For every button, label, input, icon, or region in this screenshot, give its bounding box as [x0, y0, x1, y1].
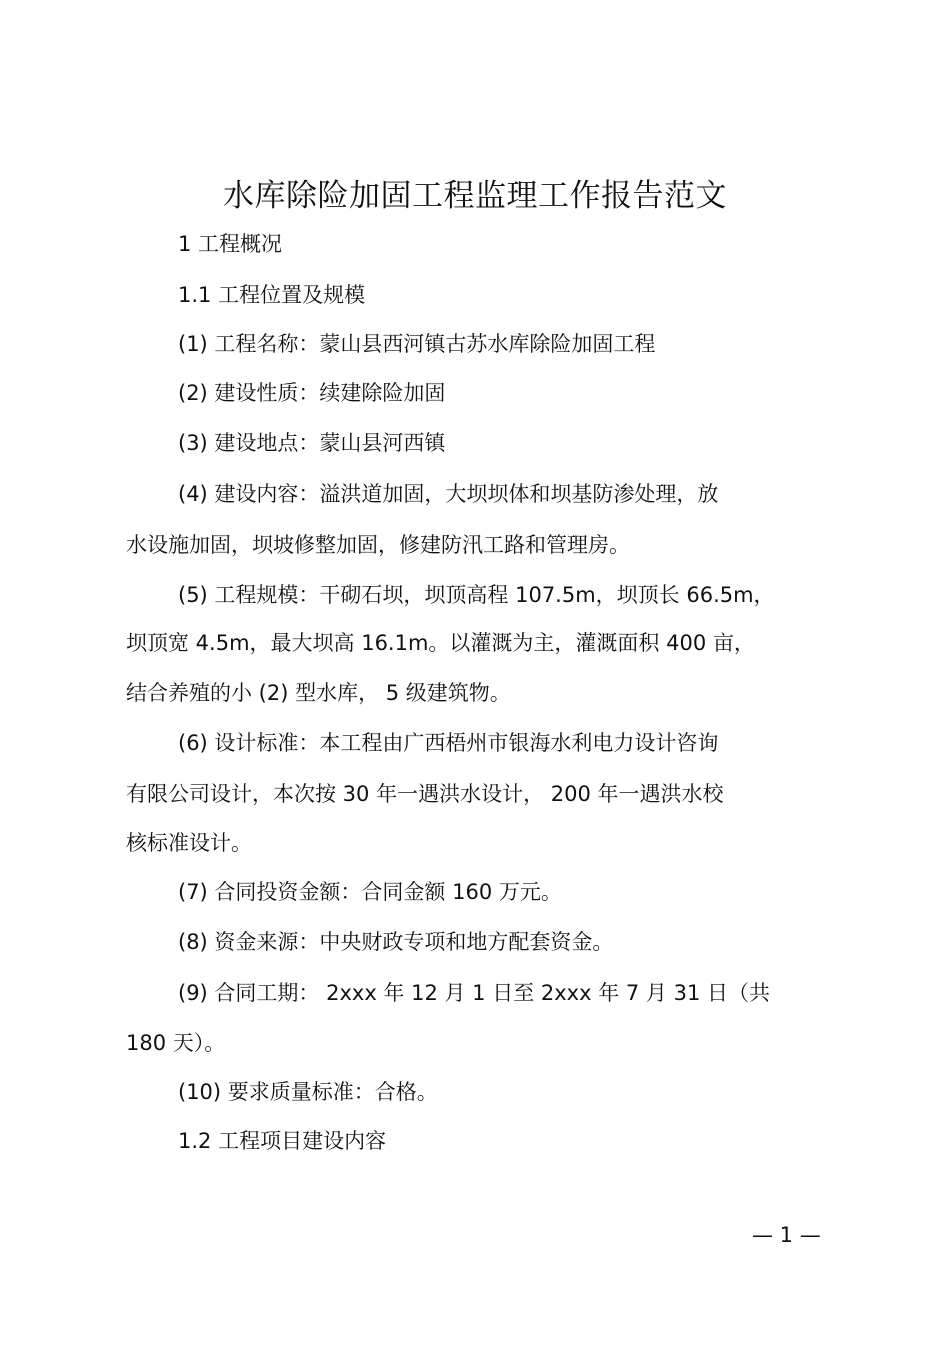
subsection-heading-1-2: 1.2 工程项目建设内容: [178, 1129, 387, 1153]
item-project-scale-cont-2: 结合养殖的小 (2) 型水库， 5 级建筑物。: [126, 681, 511, 705]
section-heading-1: 1 工程概况: [178, 232, 283, 256]
item-contract-period: (9) 合同工期： 2xxx 年 12 月 1 日至 2xxx 年 7 月 31 日（共: [178, 981, 770, 1005]
subsection-heading-1-1: 1.1 工程位置及规模: [178, 283, 366, 307]
item-funding-source: (8) 资金来源：中央财政专项和地方配套资金。: [178, 930, 614, 954]
item-construction-site: (3) 建设地点：蒙山县河西镇: [178, 431, 446, 455]
item-design-standard-cont-1: 有限公司设计，本次按 30 年一遇洪水设计， 200 年一遇洪水校: [126, 782, 724, 806]
item-project-scale-cont-1: 坝顶宽 4.5m，最大坝高 16.1m。以灌溉为主，灌溉面积 400 亩，: [126, 631, 755, 655]
page-number: — 1 —: [752, 1223, 821, 1247]
item-design-standard: (6) 设计标准：本工程由广西梧州市银海水利电力设计咨询: [178, 731, 719, 755]
item-construction-content: (4) 建设内容：溢洪道加固，大坝坝体和坝基防渗处理，放: [178, 482, 719, 506]
item-contract-amount: (7) 合同投资金额：合同金额 160 万元。: [178, 880, 562, 904]
item-quality-standard: (10) 要求质量标准：合格。: [178, 1080, 438, 1104]
item-construction-content-cont: 水设施加固，坝坡修整加固，修建防汛工路和管理房。: [126, 533, 630, 557]
item-design-standard-cont-2: 核标准设计。: [126, 831, 252, 855]
document-title: 水库除险加固工程监理工作报告范文: [223, 178, 727, 214]
item-project-name: (1) 工程名称：蒙山县西河镇古苏水库除险加固工程: [178, 332, 656, 356]
item-project-scale: (5) 工程规模：干砌石坝，坝顶高程 107.5m，坝顶长 66.5m，: [178, 583, 775, 607]
item-construction-nature: (2) 建设性质：续建除险加固: [178, 381, 446, 405]
item-contract-period-cont: 180 天）。: [126, 1031, 226, 1055]
